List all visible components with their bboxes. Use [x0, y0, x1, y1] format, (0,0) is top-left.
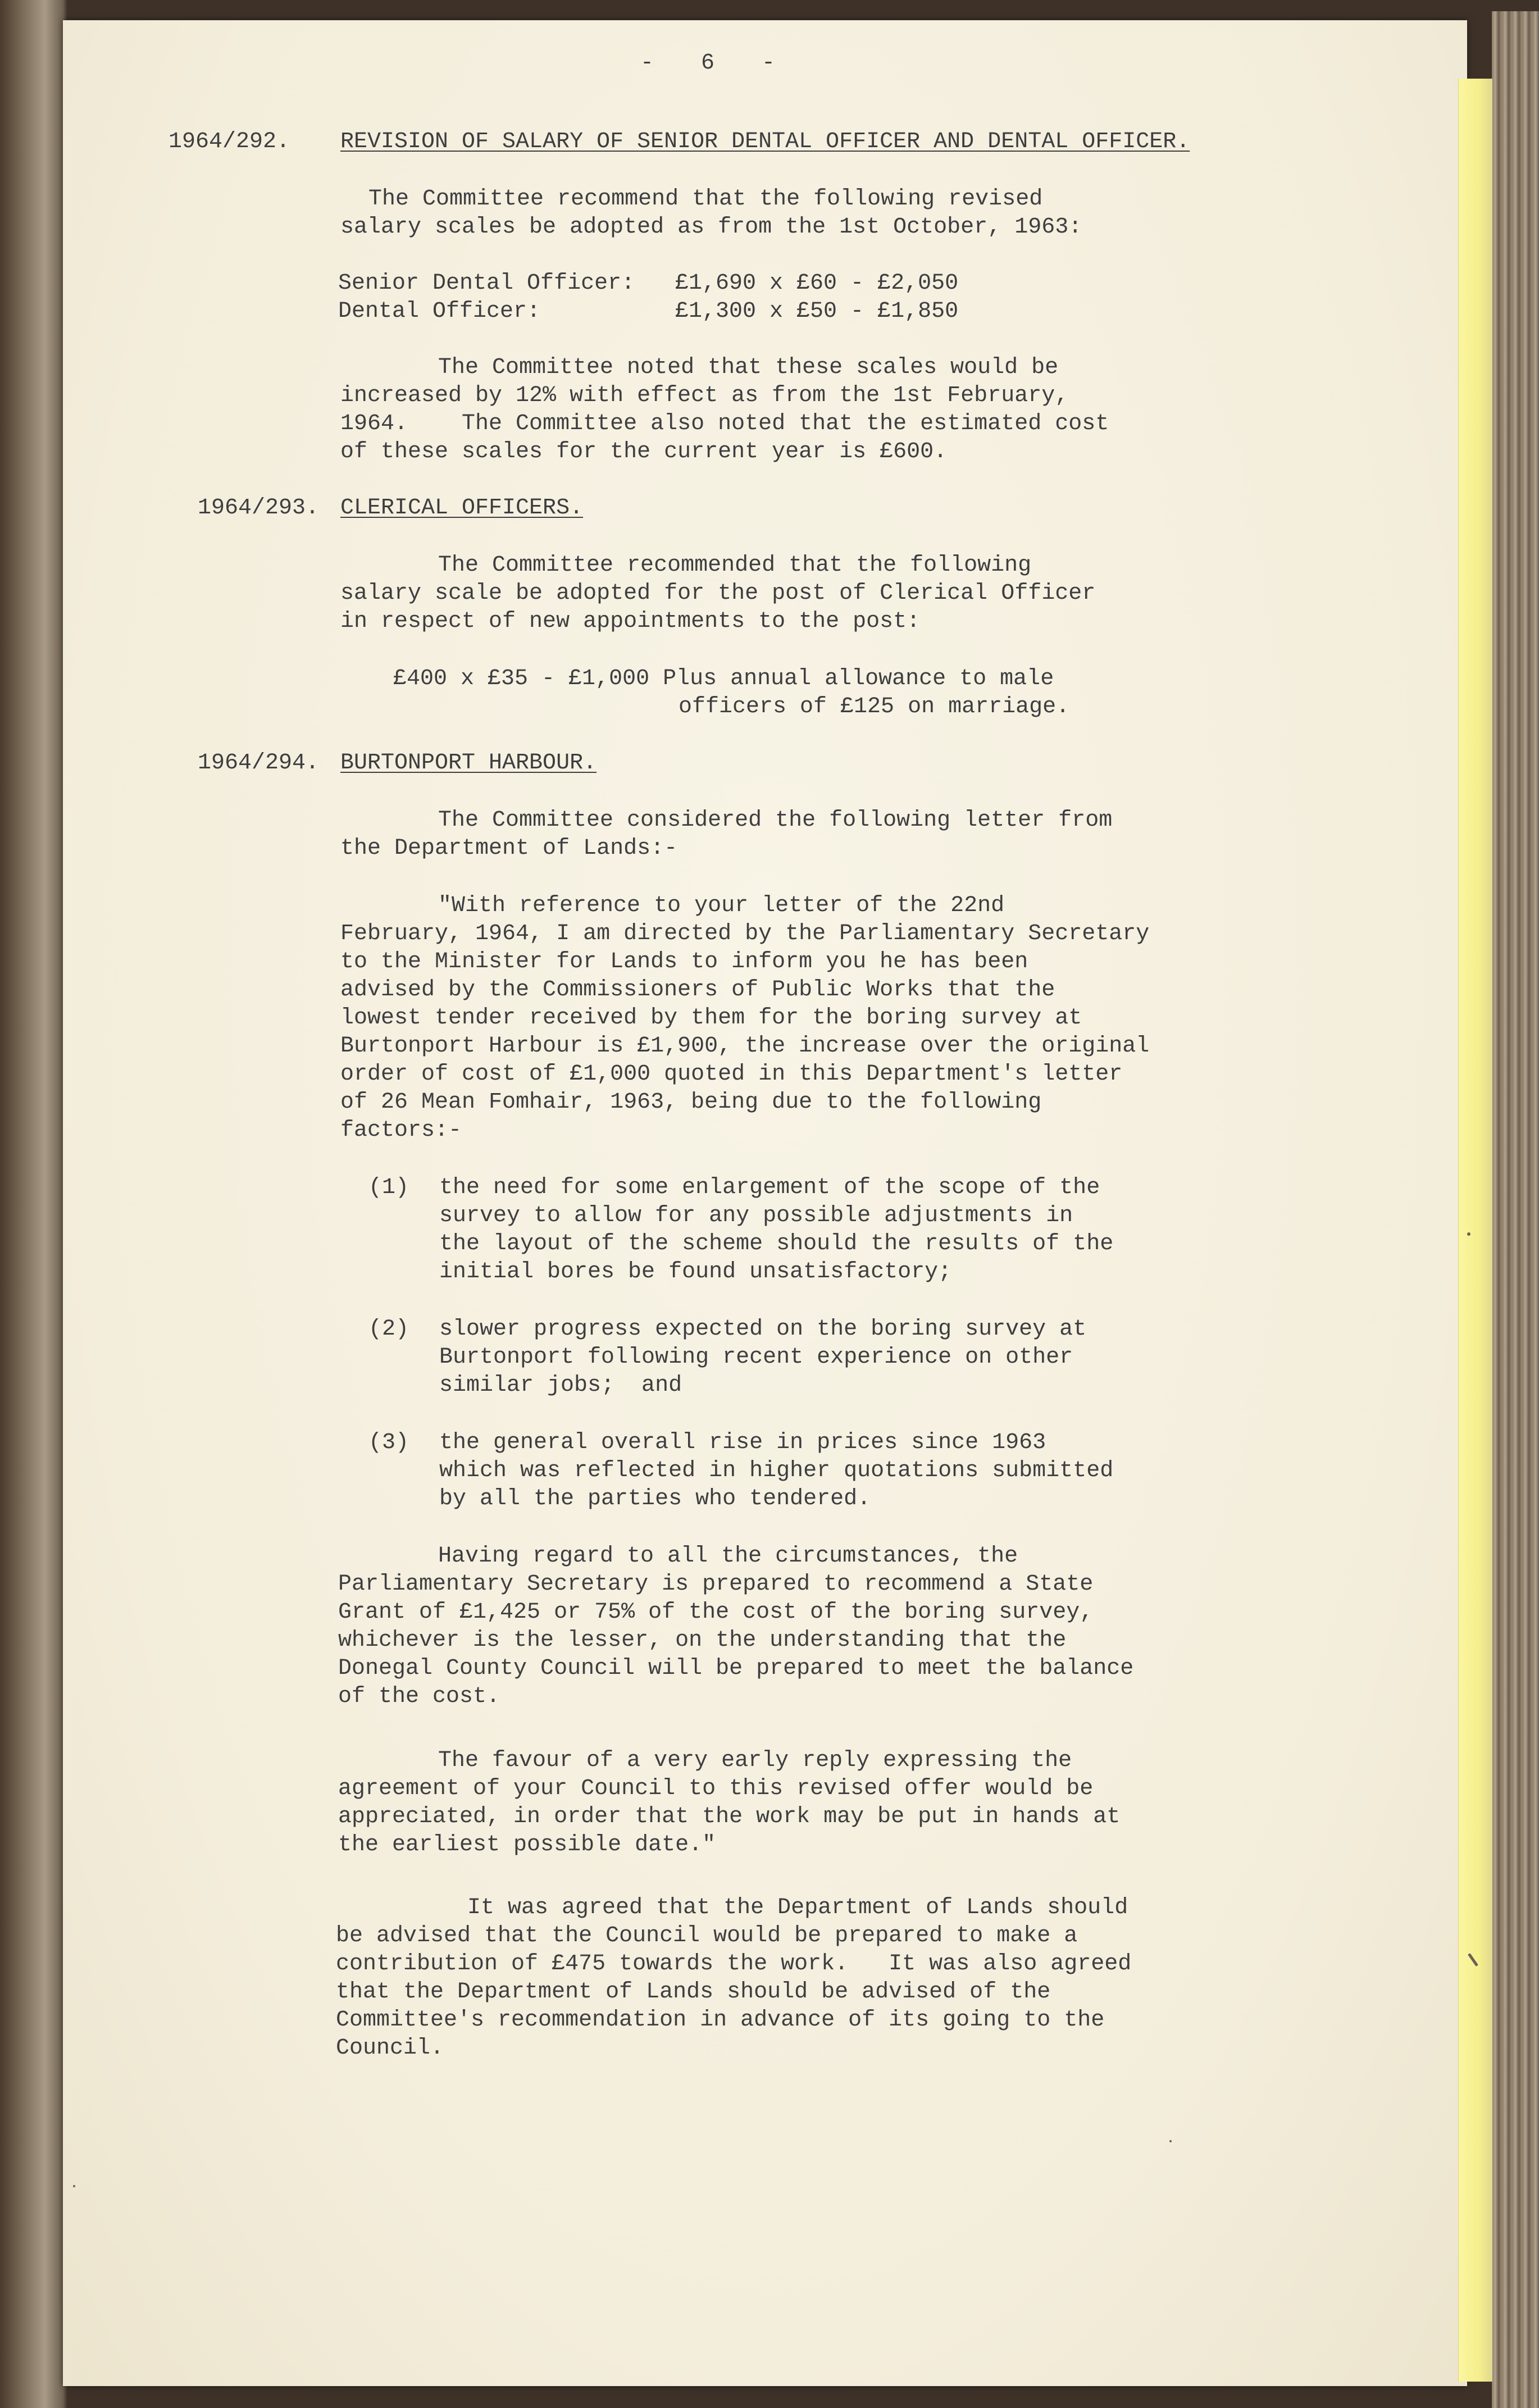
paragraph-line: Council.	[336, 2036, 444, 2061]
scale-label: Dental Officer:	[338, 299, 541, 324]
scale-value: £1,690 x £60 - £2,050	[675, 271, 959, 296]
scale-line: £400 x £35 - £1,000 Plus annual allowance to male	[393, 666, 1054, 691]
letter-line: Parliamentary Secretary is prepared to recommend a State	[338, 1572, 1094, 1597]
letter-line: of 26 Mean Fomhair, 1963, being due to the following	[340, 1090, 1042, 1115]
paragraph-line: the Department of Lands:-	[340, 836, 678, 861]
factor-line: by all the parties who tendered.	[439, 1486, 871, 1512]
letter-line: advised by the Commissioners of Public Works that the	[340, 977, 1055, 1003]
scan-speck	[1467, 1232, 1470, 1236]
paragraph-line: increased by 12% with effect as from the 1st February,	[340, 383, 1069, 408]
factor-line: slower progress expected on the boring survey at	[439, 1317, 1087, 1342]
factor-line: survey to allow for any possible adjustments in	[439, 1203, 1073, 1228]
factor-line: which was reflected in higher quotations submitted	[439, 1458, 1114, 1483]
paragraph-line: The Committee considered the following letter from	[438, 808, 1113, 833]
factor-line: similar jobs; and	[439, 1373, 682, 1398]
factor-marker: (1)	[368, 1175, 409, 1200]
paragraph-line: that the Department of Lands should be advised of the	[336, 1979, 1051, 2005]
letter-line: lowest tender received by them for the boring survey at	[340, 1005, 1082, 1031]
factor-line: the general overall rise in prices since 1963	[439, 1430, 1046, 1455]
scale-label: Senior Dental Officer:	[338, 271, 635, 296]
letter-line: order of cost of £1,000 quoted in this Department's letter	[340, 1062, 1123, 1087]
section-number-294: 1964/294.	[198, 750, 320, 776]
scale-value: £1,300 x £50 - £1,850	[675, 299, 959, 324]
section-heading-294: BURTONPORT HARBOUR.	[340, 750, 597, 776]
letter-line: "With reference to your letter of the 22nd	[438, 893, 1005, 918]
paragraph-line: 1964. The Committee also noted that the estimated cost	[340, 411, 1109, 436]
scan-speck	[73, 2185, 75, 2187]
letter-line: appreciated, in order that the work may be put in hands at	[338, 1804, 1121, 1829]
factor-marker: (3)	[368, 1430, 409, 1455]
scale-line: officers of £125 on marriage.	[679, 694, 1070, 720]
factor-line: the layout of the scheme should the results of the	[439, 1231, 1114, 1257]
paragraph-line: in respect of new appointments to the post:	[340, 609, 921, 634]
letter-line: February, 1964, I am directed by the Parliamentary Secretary	[340, 921, 1150, 946]
paragraph-line: The Committee recommended that the following	[438, 553, 1032, 578]
paragraph-line: The Committee recommend that the following revised	[368, 186, 1043, 212]
paragraph-line: of these scales for the current year is £600.	[340, 439, 948, 465]
letter-line: Donegal County Council will be prepared to meet the balance	[338, 1656, 1134, 1681]
letter-line: to the Minister for Lands to inform you he has been	[340, 949, 1028, 975]
letter-line: whichever is the lesser, on the understanding that the	[338, 1628, 1067, 1653]
letter-line: The favour of a very early reply expressing the	[438, 1748, 1072, 1773]
letter-line: agreement of your Council to this revised offer would be	[338, 1776, 1094, 1801]
letter-line: of the cost.	[338, 1684, 500, 1709]
letter-line: Grant of £1,425 or 75% of the cost of the boring survey,	[338, 1600, 1094, 1625]
section-heading-292: REVISION OF SALARY OF SENIOR DENTAL OFFICER AND DENTAL OFFICER.	[340, 129, 1190, 154]
paragraph-line: be advised that the Council would be prepared to make a	[336, 1923, 1078, 1949]
factor-line: initial bores be found unsatisfactory;	[439, 1259, 952, 1285]
letter-line: Burtonport Harbour is £1,900, the increase over the original	[340, 1034, 1150, 1059]
scan-speck	[1468, 1953, 1478, 1967]
paragraph-line: salary scale be adopted for the post of Clerical Officer	[340, 581, 1096, 606]
letter-line: the earliest possible date."	[338, 1832, 716, 1858]
paragraph-line: contribution of £475 towards the work. It was also agreed	[336, 1951, 1132, 1977]
factor-line: Burtonport following recent experience on other	[439, 1345, 1073, 1370]
factor-line: the need for some enlargement of the scope of the	[439, 1175, 1100, 1200]
paragraph-line: It was agreed that the Department of Lands should	[467, 1895, 1128, 1920]
page-number: - 6 -	[640, 51, 793, 76]
factor-marker: (2)	[368, 1317, 409, 1342]
paragraph-line: Committee's recommendation in advance of its going to the	[336, 2008, 1105, 2033]
section-number-292: 1964/292.	[169, 129, 290, 154]
paragraph-line: The Committee noted that these scales would be	[438, 355, 1059, 380]
section-heading-293: CLERICAL OFFICERS.	[340, 495, 584, 521]
paragraph-line: salary scales be adopted as from the 1st October, 1963:	[340, 215, 1082, 240]
letter-line: Having regard to all the circumstances, the	[438, 1544, 1018, 1569]
letter-line: factors:-	[340, 1118, 462, 1143]
scan-speck	[1169, 2140, 1172, 2142]
section-number-293: 1964/293.	[198, 495, 320, 521]
